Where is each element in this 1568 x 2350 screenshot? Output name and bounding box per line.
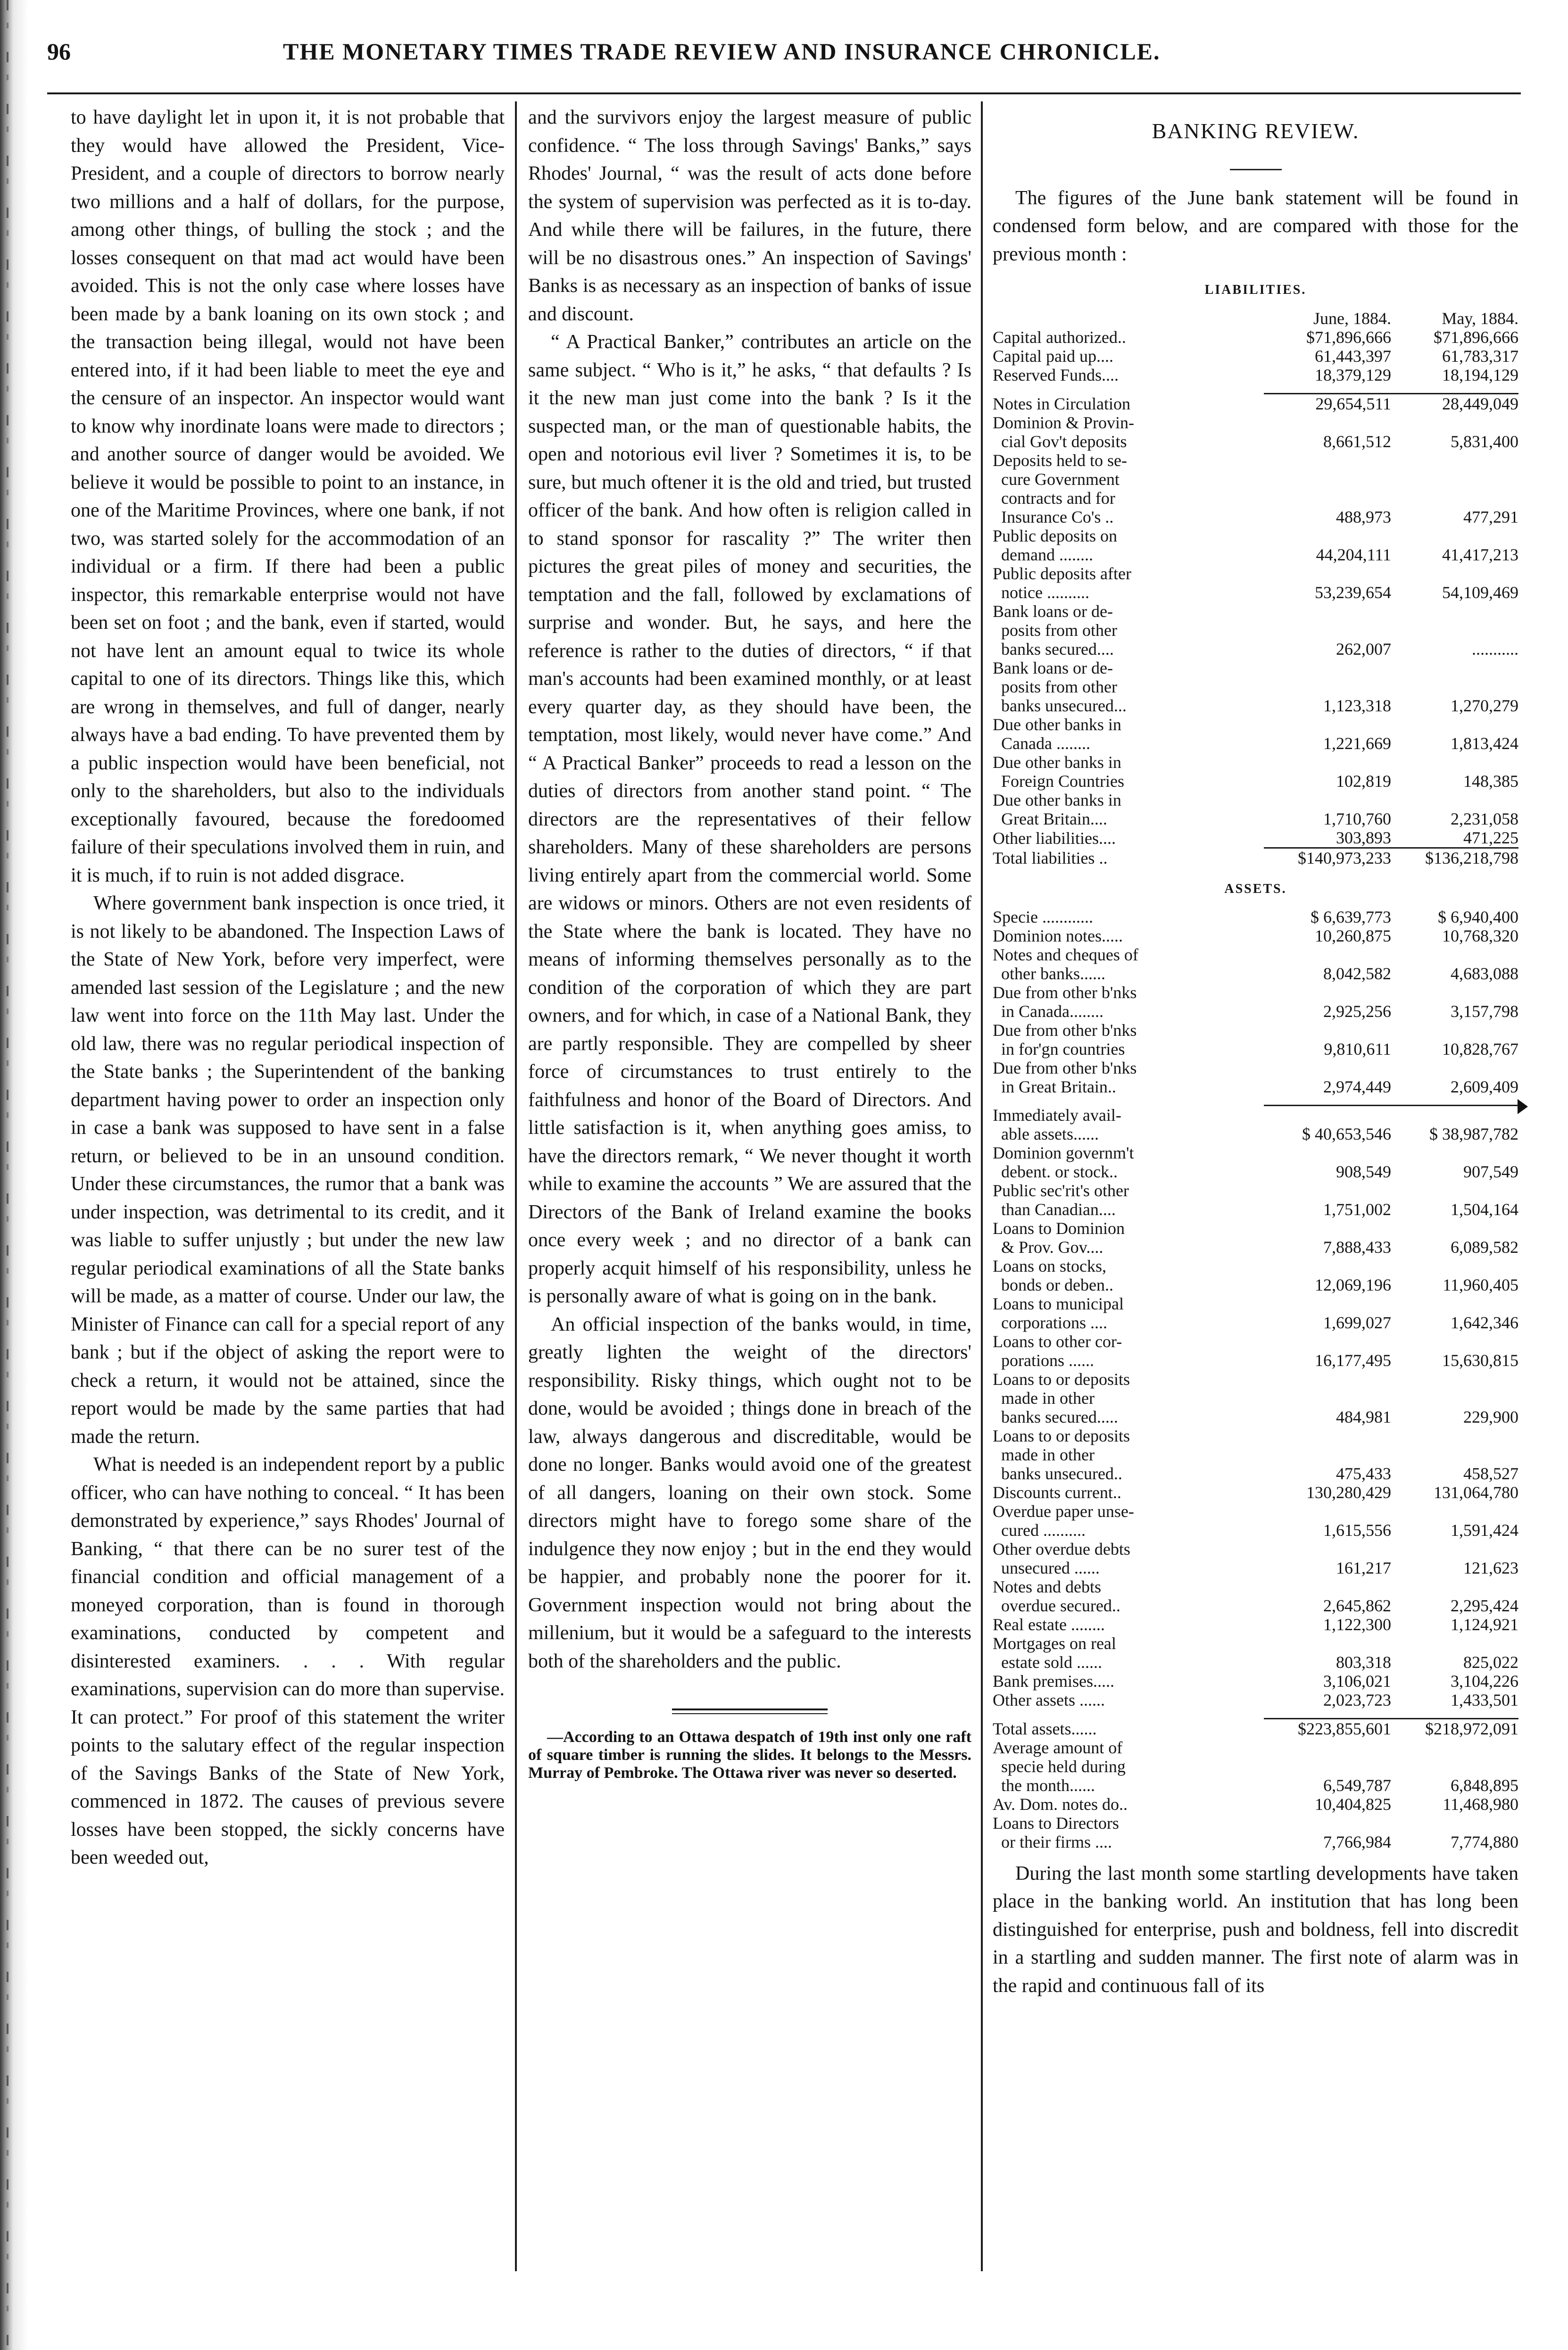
- header-june: June, 1884.: [1313, 308, 1391, 328]
- asset-may-value: 4,683,088: [1451, 964, 1518, 983]
- spacer-cell: [993, 1709, 1264, 1719]
- assets-table: [993, 908, 1518, 1851]
- asset-label: Overdue paper unse- cured ..........: [993, 1501, 1134, 1540]
- asset-label: Bank premises.....: [993, 1671, 1114, 1691]
- asset-may-value: 229,900: [1463, 1407, 1518, 1426]
- asset-june-value: 16,177,495: [1315, 1350, 1391, 1370]
- liability-june-value: 1,710,760: [1323, 809, 1391, 828]
- asset-label: Loans to other cor- porations ......: [993, 1332, 1122, 1370]
- asset-label: Immediately avail- able assets......: [993, 1105, 1121, 1143]
- liabilities-heading: LIABILITIES.: [1204, 283, 1307, 297]
- liability-june-value: 488,973: [1336, 507, 1391, 526]
- asset-june-value: 7,888,433: [1323, 1237, 1391, 1257]
- asset-label: Other overdue debts unsecured ......: [993, 1539, 1130, 1577]
- spacer-cell: [993, 1096, 1264, 1106]
- asset-label: Loans to or deposits made in other banks unsecured..: [993, 1426, 1130, 1483]
- closing-paragraph: During the last month some startling developments have taken place in the banking world. An institution that has long been distinguished for enterprise, push and boldness, fell into discredit in a startling and sudden manner. The first note of alarm was in the rapid and continuous fall of its: [993, 1862, 1518, 1997]
- asset-may-value: 7,774,880: [1451, 1832, 1518, 1851]
- asset-label: Loans to or deposits made in other banks secured.....: [993, 1369, 1130, 1426]
- asset-may-value: 1,433,501: [1451, 1690, 1518, 1709]
- liability-label: Public deposits on demand ........: [993, 526, 1118, 564]
- asset-label: Due from other b'nks in Great Britain..: [993, 1058, 1137, 1096]
- liability-may-value: 18,194,129: [1442, 365, 1518, 384]
- asset-row: [993, 1106, 1518, 1143]
- asset-june-value: 2,925,256: [1323, 1002, 1391, 1021]
- asset-row: [993, 1426, 1518, 1483]
- asset-may-value: 10,768,320: [1442, 926, 1518, 945]
- assets-heading: ASSETS.: [1224, 881, 1287, 896]
- asset-june-value: 1,615,556: [1323, 1520, 1391, 1540]
- asset-may-value: 1,642,346: [1451, 1313, 1518, 1332]
- asset-june-value: 803,318: [1336, 1652, 1391, 1672]
- liability-label: Public deposits after notice ..........: [993, 564, 1131, 602]
- asset-june-value: 8,042,582: [1323, 964, 1391, 983]
- running-title: THE MONETARY TIMES TRADE REVIEW AND INSURANCE CHRONICLE.: [283, 38, 1161, 65]
- liability-row: [993, 715, 1518, 753]
- liability-label: Dominion & Provin- cial Gov't deposits: [993, 413, 1135, 451]
- liability-may-value: 28,449,049: [1391, 393, 1518, 413]
- footnote: [528, 1728, 971, 1782]
- asset-may-value: 2,609,409: [1451, 1077, 1518, 1096]
- asset-row: [993, 1332, 1518, 1370]
- liability-may-value: 1,270,279: [1451, 696, 1518, 715]
- asset-may-value: 11,960,405: [1443, 1275, 1518, 1294]
- asset-june-value: 1,751,002: [1323, 1200, 1391, 1219]
- asset-row: [993, 983, 1518, 1021]
- liability-june-value: 29,654,511: [1264, 393, 1391, 413]
- asset-june-value: 9,810,611: [1324, 1040, 1391, 1058]
- asset-may-value: 3,157,798: [1451, 1002, 1518, 1021]
- asset-june-value: $ 6,639,773: [1311, 908, 1391, 926]
- footnote-rule: [672, 1708, 828, 1710]
- liabilities-table: [993, 309, 1518, 867]
- asset-label: Due from other b'nks in for'gn countries: [993, 1021, 1137, 1058]
- liability-label: Bank loans or de- posits from other banks secured....: [993, 601, 1117, 658]
- spacer-cell: [993, 384, 1264, 394]
- footnote-text: —According to an Ottawa despatch of 19th inst only one raft of square timber is running the slides. It belongs to the Messrs. Murray of Pembroke. The Ottawa river was never so deserted.: [528, 1728, 971, 1782]
- liability-june-value: 44,204,111: [1316, 545, 1391, 564]
- paragraph: What is needed is an independent report by a public officer, who can have nothing to conceal. “ It has been demonstrated by experience,” says Rhodes' Journal of Banking, “ that there can be no surer test of the financial condition and official management of a moneyed corporation, than is found in thorough examinations, conducted by competent and disinterested examiners. . . . With regular examinations, supervision can do more than supervise. It can protect.” For proof of this statement the writer points to the salutary effect of the regular inspection of the Savings Banks of the State of New York, commenced in 1872. The causes of previous severe losses have been stopped, the sickly concerns have been weeded out,: [71, 1454, 505, 1868]
- column-rule-right: [981, 101, 983, 2271]
- liability-label: Other liabilities....: [993, 829, 1116, 848]
- asset-row: [993, 1738, 1518, 1795]
- asset-label: Loans on stocks, bonds or deben..: [993, 1256, 1113, 1294]
- page-number: 96: [47, 38, 71, 65]
- asset-row: [993, 1483, 1518, 1502]
- asset-june-value: 12,069,196: [1315, 1275, 1391, 1294]
- asset-may-value: $ 6,940,400: [1438, 908, 1518, 926]
- asset-may-value: 121,623: [1463, 1558, 1518, 1577]
- liability-june-value: 262,007: [1336, 639, 1391, 658]
- liability-may-value: 148,385: [1463, 771, 1518, 791]
- asset-label: Public sec'rit's other than Canadian....: [993, 1181, 1129, 1219]
- header-label-cell: [993, 309, 1264, 328]
- asset-june-value: 908,549: [1336, 1162, 1391, 1181]
- liability-row: [993, 848, 1518, 867]
- section-title: BANKING REVIEW.: [1152, 119, 1360, 143]
- asset-label: Due from other b'nks in Canada........: [993, 983, 1137, 1021]
- asset-june-value: 475,433: [1336, 1464, 1391, 1483]
- asset-row: [993, 1294, 1518, 1332]
- asset-june-value: 2,023,723: [1323, 1690, 1391, 1709]
- spacer-cell: [1264, 1709, 1391, 1719]
- liability-row: [993, 347, 1518, 366]
- column-3: [993, 104, 1518, 2330]
- liability-june-value: 53,239,654: [1315, 583, 1391, 602]
- paragraph: to have daylight let in upon it, it is not probable that they would have allowed the President, Vice-President, and a couple of directors to borrow nearly two millions and a half of dollars, for the purpose, among other things, of bulling the stock ; and the losses consequent on that mad act would have been avoided. This is not the only case where losses have been made by a bank loaning on its own stock ; and the transaction being illegal, would not have been entered into, if it had been liable to meet the eye and the censure of an inspector. An inspector would want to know why inordinate loans were made to directors ; and another source of danger would be avoided. We believe it would be possible to point to an instance, in one of the Maritime Provinces, where one bank, if not two, was started solely for the accommodation of an individual or a firm. If there had been a public inspector, this remarkable enterprise would not have been set on foot ; and the bank, even if started, would not have lent an amount equal to twice its whole capital to one of its directors. Things like this, which are wrong in themselves, and full of danger, nearly always have a bad ending. To have prevented them by a public inspection would have been beneficial, not only to the shareholders, but also to the individuals exceptionally favoured, because the foredoomed failure of their speculations involved them in ruin, and it is much, if to ruin is not added disgrace.: [71, 107, 505, 886]
- asset-label: Dominion notes.....: [993, 926, 1123, 945]
- asset-row: [993, 1058, 1518, 1096]
- asset-may-value: $218,972,091: [1391, 1718, 1518, 1738]
- asset-june-value: 1,699,027: [1323, 1313, 1391, 1332]
- liability-june-value: $71,896,666: [1306, 327, 1391, 347]
- asset-row: [993, 1219, 1518, 1257]
- liability-june-value: 8,661,512: [1323, 432, 1391, 451]
- asset-label: Specie ............: [993, 908, 1093, 926]
- asset-row: [993, 1502, 1518, 1540]
- asset-row: [993, 1370, 1518, 1426]
- asset-june-value: 2,974,449: [1323, 1077, 1391, 1096]
- asset-may-value: 11,468,980: [1443, 1794, 1518, 1814]
- asset-may-value: 6,089,582: [1451, 1237, 1518, 1257]
- paragraph: An official inspection of the banks would, in time, greatly lighten the weight of the directors' responsibility. Risky things, which ought not to be done, would be avoided ; things done in breach of the law, always dangerous and discreditable, would be done no longer. Banks would avoid one of the greatest of all dangers, loaning on their own stock. Some directors might have to forego some share of the indulgence they now enjoy ; but in the end they would be happier, and probably none the poorer for it. Government inspection would not bring about the millenium, but it would be a safeguard to the interests both of the shareholders and the public.: [528, 1313, 971, 1672]
- header-rule: [47, 92, 1521, 94]
- asset-may-value: 1,124,921: [1451, 1615, 1518, 1634]
- liability-may-value: $136,218,798: [1391, 848, 1518, 867]
- liability-june-value: 1,123,318: [1323, 696, 1391, 715]
- liability-june-value: 1,221,669: [1323, 733, 1391, 753]
- asset-row: [993, 1814, 1518, 1851]
- asset-label: Loans to Dominion & Prov. Gov....: [993, 1218, 1125, 1257]
- spacer-cell: [1264, 1096, 1391, 1106]
- asset-may-value: 825,022: [1463, 1652, 1518, 1672]
- asset-june-value: 161,217: [1336, 1558, 1391, 1577]
- liability-row: [993, 526, 1518, 564]
- page-header: [47, 38, 1521, 80]
- liability-may-value: 477,291: [1463, 507, 1518, 526]
- liability-may-value: $71,896,666: [1434, 327, 1518, 347]
- asset-label: Average amount of specie held during the month......: [993, 1738, 1126, 1795]
- column-1: [71, 104, 505, 2283]
- title-rule: [1230, 169, 1282, 170]
- liability-label: Due other banks in Canada ........: [993, 715, 1121, 753]
- liability-june-value: 61,443,397: [1315, 346, 1391, 366]
- liability-june-value: 303,893: [1336, 828, 1391, 847]
- asset-label: Av. Dom. notes do..: [993, 1794, 1128, 1814]
- asset-label: Dominion governm't debent. or stock..: [993, 1143, 1134, 1181]
- asset-row: [993, 1143, 1518, 1181]
- asset-row: [993, 1672, 1518, 1691]
- paragraph: and the survivors enjoy the largest measure of public confidence. “ The loss through Savings' Banks,” says Rhodes' Journal, “ was the result of acts done before the system of supervision was perfected as it is to-day. And while there will be failures, in the future, there will be no disastrous ones.” An inspection of Savings' Banks is as necessary as an inspection of banks of issue and discount.: [528, 107, 971, 325]
- asset-may-value: 458,527: [1463, 1464, 1518, 1483]
- liability-may-value: 1,813,424: [1451, 733, 1518, 753]
- liability-june-value: 18,379,129: [1315, 365, 1391, 384]
- asset-label: Loans to municipal corporations ....: [993, 1294, 1124, 1332]
- asset-june-value: 10,260,875: [1315, 926, 1391, 945]
- margin-pointer-mark: [1518, 1099, 1528, 1114]
- asset-label: Total assets......: [993, 1719, 1097, 1738]
- asset-may-value: 1,591,424: [1451, 1520, 1518, 1540]
- liability-may-value: 5,831,400: [1451, 432, 1518, 451]
- liability-row: [993, 328, 1518, 347]
- liability-label: Bank loans or de- posits from other banks unsecured...: [993, 658, 1127, 715]
- asset-row: [993, 1795, 1518, 1814]
- asset-label: Mortgages on real estate sold ......: [993, 1633, 1116, 1672]
- liability-row: [993, 413, 1518, 451]
- liability-june-value: $140,973,233: [1264, 848, 1391, 867]
- asset-june-value: 3,106,021: [1323, 1671, 1391, 1691]
- asset-row: [993, 926, 1518, 945]
- liability-row: [993, 451, 1518, 526]
- asset-may-value: $ 38,987,782: [1391, 1106, 1518, 1143]
- liability-june-value: 102,819: [1336, 771, 1391, 791]
- asset-may-value: 907,549: [1463, 1162, 1518, 1181]
- liability-label: Due other banks in Great Britain....: [993, 790, 1121, 828]
- liability-row: [993, 658, 1518, 715]
- liability-label: Capital authorized..: [993, 327, 1126, 347]
- liability-may-value: ...........: [1472, 639, 1518, 658]
- liability-may-value: 54,109,469: [1442, 583, 1518, 602]
- asset-june-value: $ 40,653,546: [1264, 1106, 1391, 1143]
- spacer-cell: [1264, 384, 1391, 394]
- footnote-rule-thin: [672, 1713, 828, 1714]
- asset-row: [993, 1540, 1518, 1577]
- asset-label: Notes and debts overdue secured..: [993, 1577, 1120, 1615]
- asset-row: [993, 1257, 1518, 1294]
- asset-row: [993, 945, 1518, 983]
- asset-label: Loans to Directors or their firms ....: [993, 1813, 1119, 1851]
- liability-row: [993, 753, 1518, 791]
- liability-row: [993, 366, 1518, 384]
- asset-may-value: 1,504,164: [1451, 1200, 1518, 1219]
- asset-label: Notes and cheques of other banks......: [993, 945, 1138, 983]
- row-spacer: [993, 384, 1518, 394]
- liability-row: [993, 602, 1518, 658]
- scan-edge-shadow: [0, 0, 33, 2350]
- asset-june-value: 130,280,429: [1306, 1483, 1391, 1502]
- liability-row: [993, 564, 1518, 602]
- spacer-cell: [1391, 384, 1518, 394]
- asset-may-value: 6,848,895: [1451, 1775, 1518, 1795]
- intro-paragraph: The figures of the June bank statement will be found in condensed form below, and are compared with those for the previous month :: [993, 187, 1518, 265]
- spacer-cell: [1391, 1709, 1518, 1719]
- asset-label: Real estate ........: [993, 1615, 1105, 1634]
- row-spacer: [993, 1096, 1518, 1106]
- column-rule-left: [515, 101, 517, 2271]
- asset-may-value: 131,064,780: [1434, 1483, 1518, 1502]
- table-header-row: [993, 309, 1518, 328]
- liability-row: [993, 828, 1518, 848]
- liability-label: Capital paid up....: [993, 346, 1113, 366]
- asset-row: [993, 1577, 1518, 1615]
- asset-june-value: 7,766,984: [1323, 1832, 1391, 1851]
- asset-june-value: 10,404,825: [1315, 1794, 1391, 1814]
- asset-row: [993, 1718, 1518, 1738]
- asset-row: [993, 1691, 1518, 1709]
- asset-label: Other assets ......: [993, 1690, 1105, 1709]
- liability-label: Total liabilities ..: [993, 848, 1108, 867]
- liability-row: [993, 393, 1518, 413]
- asset-june-value: 2,645,862: [1323, 1596, 1391, 1615]
- asset-row: [993, 1634, 1518, 1672]
- paragraph: “ A Practical Banker,” contributes an article on the same subject. “ Who is it,” he asks, “ that defaults ? Is it the new man just come into the bank ? Is it the suspected man, or the man of questionable habits, the open and notorious evil liver ? Sometimes it is, to be sure, but much oftener it is the old and tried, but trusted officer of the bank. And how often is religion called in to stand sponsor for rascality ?” The writer then pictures the great piles of money and securities, the temptation and the fall, followed by exclamations of surprise and wonder. But, he says, and here the reference is rather to the duties of directors, “ if that man's accounts had been examined monthly, or at least every quarter day, as they should have been, the temptation, most likely, would never have come.” And “ A Practical Banker” proceeds to read a lesson on the duties of directors from another stand point. “ The directors are the representatives of their fellow shareholders. Many of these shareholders are persons living entirely apart from the commercial world. Some are widows or minors. Others are not even residents of the State where the bank is located. They have no means of informing themselves personally as to the condition of the corporation of which they are part owners, and for which, in case of a National Bank, they are partly responsible. They are compelled by sheer force of circumstances to trust entirely to the faithfulness and honor of the Board of Directors. And little satisfaction is it, when anything goes amiss, to have the directors remark, “ We never thought it worth while to examine the accounts ” We are assured that the Directors of the Bank of Ireland examine the books once every week ; and no director of a bank can properly acquit himself of his responsibility, unless he is personally aware of what is going on in the bank.: [528, 331, 971, 1307]
- liability-may-value: 61,783,317: [1442, 346, 1518, 366]
- liability-may-value: 41,417,213: [1442, 545, 1518, 564]
- liability-label: Due other banks in Foreign Countries: [993, 752, 1124, 791]
- row-spacer: [993, 1709, 1518, 1719]
- asset-row: [993, 1615, 1518, 1634]
- asset-row: [993, 1181, 1518, 1219]
- column-2: [528, 104, 971, 2302]
- asset-june-value: 484,981: [1336, 1407, 1391, 1426]
- liability-row: [993, 791, 1518, 828]
- asset-may-value: 3,104,226: [1451, 1671, 1518, 1691]
- asset-june-value: 1,122,300: [1323, 1615, 1391, 1634]
- asset-label: Discounts current..: [993, 1483, 1121, 1502]
- liability-may-value: 471,225: [1463, 828, 1518, 847]
- liability-label: Reserved Funds....: [993, 365, 1119, 384]
- asset-june-value: $223,855,601: [1264, 1718, 1391, 1738]
- asset-row: [993, 908, 1518, 926]
- paragraph: Where government bank inspection is once tried, it is not likely to be abandoned. The Inspection Laws of the State of New York, before very imperfect, were amended last session of the Legislature ; and the new law went into force on the 11th May last. Under the old law, there was no regular periodical inspection of the State banks ; the Superintendent of the banking department having power to order an inspection only in case a bank was supposed to have sent in a false return, or believed to be in an unsound condition. Under these circumstances, the rumor that a bank was under inspection, was detrimental to its credit, and it was liable to suffer unjustly ; but under the new law regular periodical examinations of all the State banks will be made, as a matter of course. Under our law, the Minister of Finance can call for a special report of any bank ; but if the object of asking the report were to check a return, it would not be attained, since the report would be made by the same parties that had made the return.: [71, 892, 505, 1448]
- liability-label: Deposits held to se- cure Government contracts and for Insurance Co's ..: [993, 450, 1127, 526]
- liability-may-value: 2,231,058: [1451, 809, 1518, 828]
- asset-may-value: 15,630,815: [1442, 1350, 1518, 1370]
- asset-june-value: 6,549,787: [1323, 1775, 1391, 1795]
- header-may: May, 1884.: [1442, 308, 1518, 328]
- asset-row: [993, 1021, 1518, 1058]
- spacer-cell: [1391, 1096, 1518, 1106]
- asset-may-value: 2,295,424: [1451, 1596, 1518, 1615]
- asset-may-value: 10,828,767: [1442, 1040, 1518, 1058]
- liability-label: Notes in Circulation: [993, 394, 1130, 413]
